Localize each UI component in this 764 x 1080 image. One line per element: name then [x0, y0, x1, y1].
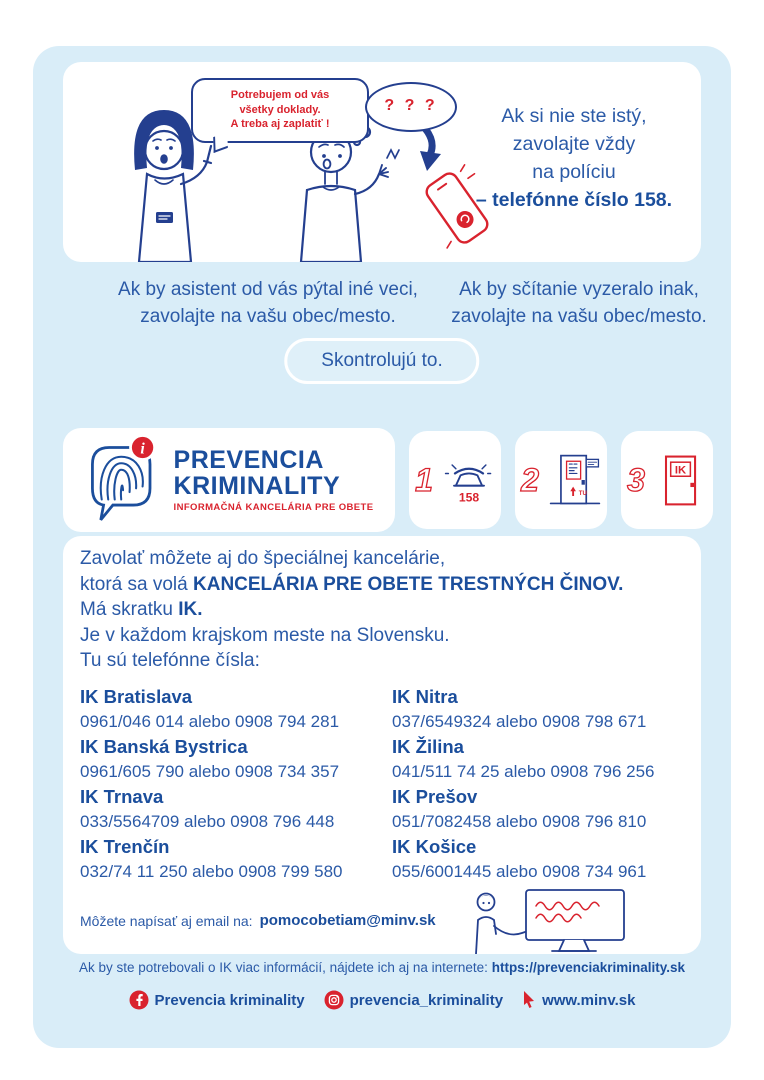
instagram-icon — [324, 990, 344, 1010]
office-phones: 033/5564709 alebo 0908 796 448 — [80, 811, 335, 831]
instagram-label: prevencia_kriminality — [349, 991, 504, 1009]
about-line: ktorá sa volá KANCELÁRIA PRE OBETE TRESTNÝCH ČINOV. — [80, 573, 624, 595]
email-row — [80, 888, 687, 954]
note-line: Ak by sčítanie vyzeralo inak, — [459, 279, 699, 300]
office-phones: 051/7082458 alebo 0908 796 810 — [392, 811, 647, 831]
office-phones: 041/511 74 25 alebo 0908 796 256 — [392, 761, 655, 781]
office-entry — [80, 684, 392, 734]
office-city: IK Košice — [392, 835, 477, 857]
phone-column-right — [392, 684, 687, 884]
office-city: IK Nitra — [392, 685, 458, 707]
office-city: IK Prešov — [392, 785, 478, 807]
step-number — [518, 457, 542, 503]
office-entry — [392, 834, 687, 884]
office-entry — [80, 734, 392, 784]
note-census — [435, 276, 723, 330]
office-city: IK Žilina — [392, 735, 464, 757]
police-advice — [459, 102, 689, 214]
office-phones: 032/74 11 250 alebo 0908 799 580 — [80, 861, 343, 881]
office-entry — [392, 684, 687, 734]
instagram-link[interactable] — [324, 990, 503, 1010]
office-phones: 055/6001445 alebo 0908 734 961 — [392, 861, 647, 881]
step-number — [624, 457, 648, 503]
speech-line: všetky doklady. — [239, 103, 321, 116]
note-line: zavolajte na vašu obec/mesto. — [140, 306, 396, 327]
advice-line: na políciu — [532, 161, 616, 183]
thought-bubble: ? ? ? — [365, 82, 457, 132]
blue-door-icon — [545, 450, 605, 510]
footer-info — [33, 960, 731, 975]
svg-text:158: 158 — [458, 490, 479, 505]
about-line: Má skratku IK. — [80, 599, 203, 620]
svg-text:3: 3 — [626, 462, 645, 498]
office-city: IK Trnava — [80, 785, 164, 807]
speech-line: Potrebujem od vás — [230, 89, 330, 101]
note-assistant — [78, 276, 458, 330]
facebook-icon — [129, 990, 149, 1010]
note-line: zavolajte na vašu obec/mesto. — [451, 306, 707, 327]
step-1-call-158 — [409, 431, 501, 529]
note-line: Ak by asistent od vás pýtal iné veci, — [118, 279, 418, 300]
advice-line: zavolajte vždy — [512, 133, 636, 155]
logo-row — [63, 428, 701, 532]
office-phones: 0961/046 014 alebo 0908 794 281 — [80, 711, 340, 731]
svg-text:IK: IK — [674, 464, 686, 477]
office-entry — [392, 784, 687, 834]
office-city: IK Trenčín — [80, 835, 170, 857]
email-address[interactable]: pomocobetiam@minv.sk — [259, 912, 436, 929]
about-line: Tu sú telefónne čísla: — [80, 650, 260, 671]
phone-directory — [80, 684, 687, 884]
logo-title: KRIMINALITY — [173, 472, 341, 500]
about-ik-paragraph — [80, 546, 687, 674]
svg-text:1: 1 — [414, 462, 433, 498]
office-phones: 037/6549324 alebo 0908 798 671 — [392, 711, 647, 731]
office-city: IK Bratislava — [80, 685, 193, 707]
fingerprint-logo-icon — [85, 431, 163, 529]
step-2-office-door — [515, 431, 607, 529]
ik-door-icon — [651, 450, 711, 510]
facebook-link[interactable] — [129, 990, 305, 1010]
info-glyph: i — [139, 440, 145, 458]
steps-tiles — [409, 431, 713, 529]
about-line: Je v každom krajskom meste na Slovensku. — [80, 624, 450, 646]
check-button[interactable]: Skontrolujú to. — [284, 338, 479, 384]
logo-title: PREVENCIA — [173, 446, 324, 474]
step-number — [412, 457, 436, 503]
warning-scene-card — [63, 62, 701, 262]
footer-url[interactable]: https://prevenciakriminality.sk — [491, 960, 686, 975]
svg-text:TU: TU — [578, 490, 587, 497]
office-entry — [392, 734, 687, 784]
svg-text:2: 2 — [520, 462, 539, 498]
speech-line: A treba aj zaplatiť ! — [230, 118, 330, 130]
contacts-card — [63, 536, 701, 954]
website-label: www.minv.sk — [542, 991, 636, 1009]
facebook-label: Prevencia kriminality — [154, 991, 305, 1009]
cursor-icon — [522, 991, 536, 1009]
person-with-monitor-illustration — [464, 888, 632, 954]
phone-column-left — [80, 684, 392, 884]
office-city: IK Banská Bystrica — [80, 735, 248, 757]
email-label: Môžete napísať aj email na: — [80, 912, 253, 929]
office-phones: 0961/605 790 alebo 0908 734 357 — [80, 761, 340, 781]
advice-line: Ak si nie ste istý, — [501, 105, 647, 127]
police-phone-number: – telefónne číslo 158. — [475, 189, 673, 211]
about-line: Zavolať môžete aj do špeciálnej kancelárie, — [80, 548, 446, 569]
step-3-ik-door — [621, 431, 713, 529]
website-link[interactable] — [522, 991, 635, 1009]
office-entry — [80, 784, 392, 834]
office-entry — [80, 834, 392, 884]
prevencia-logo-card — [63, 428, 395, 532]
footer-social-row — [33, 990, 731, 1010]
speech-bubble — [191, 78, 369, 143]
footer-info-text: Ak by ste potrebovali o IK viac informácií, nájdete ich aj na internete: — [78, 960, 488, 975]
phone-158-icon — [439, 450, 499, 510]
logo-text — [174, 447, 374, 513]
poster-background — [33, 46, 731, 1048]
logo-subtitle: INFORMAČNÁ KANCELÁRIA PRE OBETE — [173, 502, 374, 513]
